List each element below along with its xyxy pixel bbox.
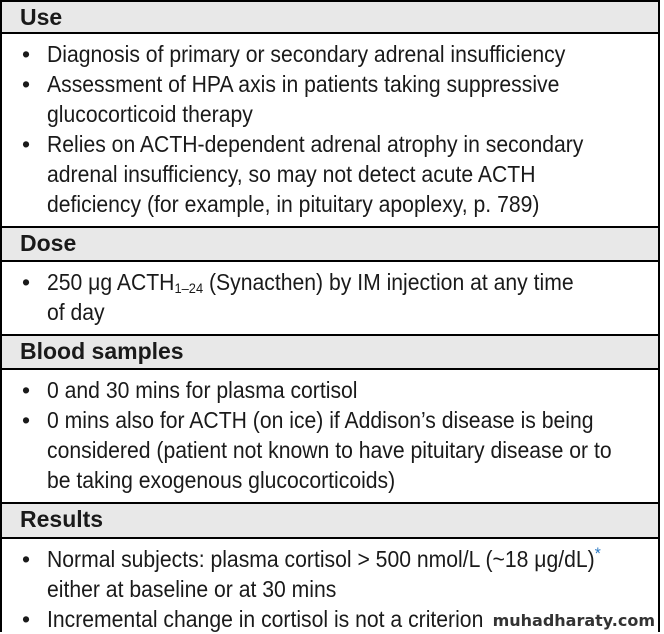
section-title-blood-samples: Blood samples bbox=[20, 338, 184, 364]
list-item-continuation: either at baseline or at 30 mins bbox=[47, 576, 337, 602]
section-header-use bbox=[2, 0, 658, 34]
list-item: Assessment of HPA axis in patients taking suppressive bbox=[47, 71, 560, 97]
bullet-icon: • bbox=[22, 41, 31, 67]
bullet-icon: • bbox=[22, 546, 31, 572]
bullet-icon: • bbox=[22, 71, 31, 97]
dose-text-post: (Synacthen) by IM injection at any time bbox=[203, 269, 574, 295]
bullet-icon: • bbox=[22, 407, 31, 433]
list-item: Relies on ACTH-dependent adrenal atrophy in secondary bbox=[47, 131, 584, 157]
list-item-continuation: glucocorticoid therapy bbox=[47, 101, 253, 127]
list-item bbox=[47, 267, 574, 297]
section-title-dose: Dose bbox=[20, 230, 77, 256]
list-item-continuation: considered (patient not known to have pituitary disease or to bbox=[47, 437, 612, 463]
section-header-results bbox=[2, 502, 658, 539]
list-item: Diagnosis of primary or secondary adrenal insufficiency bbox=[47, 41, 566, 67]
list-item-continuation: of day bbox=[47, 299, 105, 325]
dose-subscript: 1–24 bbox=[174, 280, 204, 296]
list-item: Incremental change in cortisol is not a criterion bbox=[47, 606, 484, 632]
watermark-logo: muhadharaty.com bbox=[490, 611, 658, 630]
list-item: 0 and 30 mins for plasma cortisol bbox=[47, 377, 358, 403]
bullet-icon: • bbox=[22, 131, 31, 157]
section-title-use: Use bbox=[20, 4, 63, 30]
list-item-continuation: be taking exogenous glucocorticoids) bbox=[47, 467, 396, 493]
list-item bbox=[47, 544, 601, 574]
footnote-asterisk: * bbox=[594, 544, 601, 563]
section-title-results: Results bbox=[20, 506, 104, 532]
bullet-icon: • bbox=[22, 377, 31, 403]
bullet-icon: • bbox=[22, 269, 31, 295]
results-text: Normal subjects: plasma cortisol > 500 nmol/L (~18 μg/dL) bbox=[47, 546, 595, 572]
list-item-continuation: deficiency (for example, in pituitary apoplexy, p. 789) bbox=[47, 191, 540, 217]
bullet-icon: • bbox=[22, 606, 31, 632]
list-item: 0 mins also for ACTH (on ice) if Addison’s disease is being bbox=[47, 407, 594, 433]
list-item-continuation: adrenal insufficiency, so may not detect acute ACTH bbox=[47, 161, 536, 187]
section-header-dose bbox=[2, 226, 658, 262]
dose-text-pre: 250 μg ACTH bbox=[47, 269, 175, 295]
section-header-blood-samples bbox=[2, 334, 658, 370]
